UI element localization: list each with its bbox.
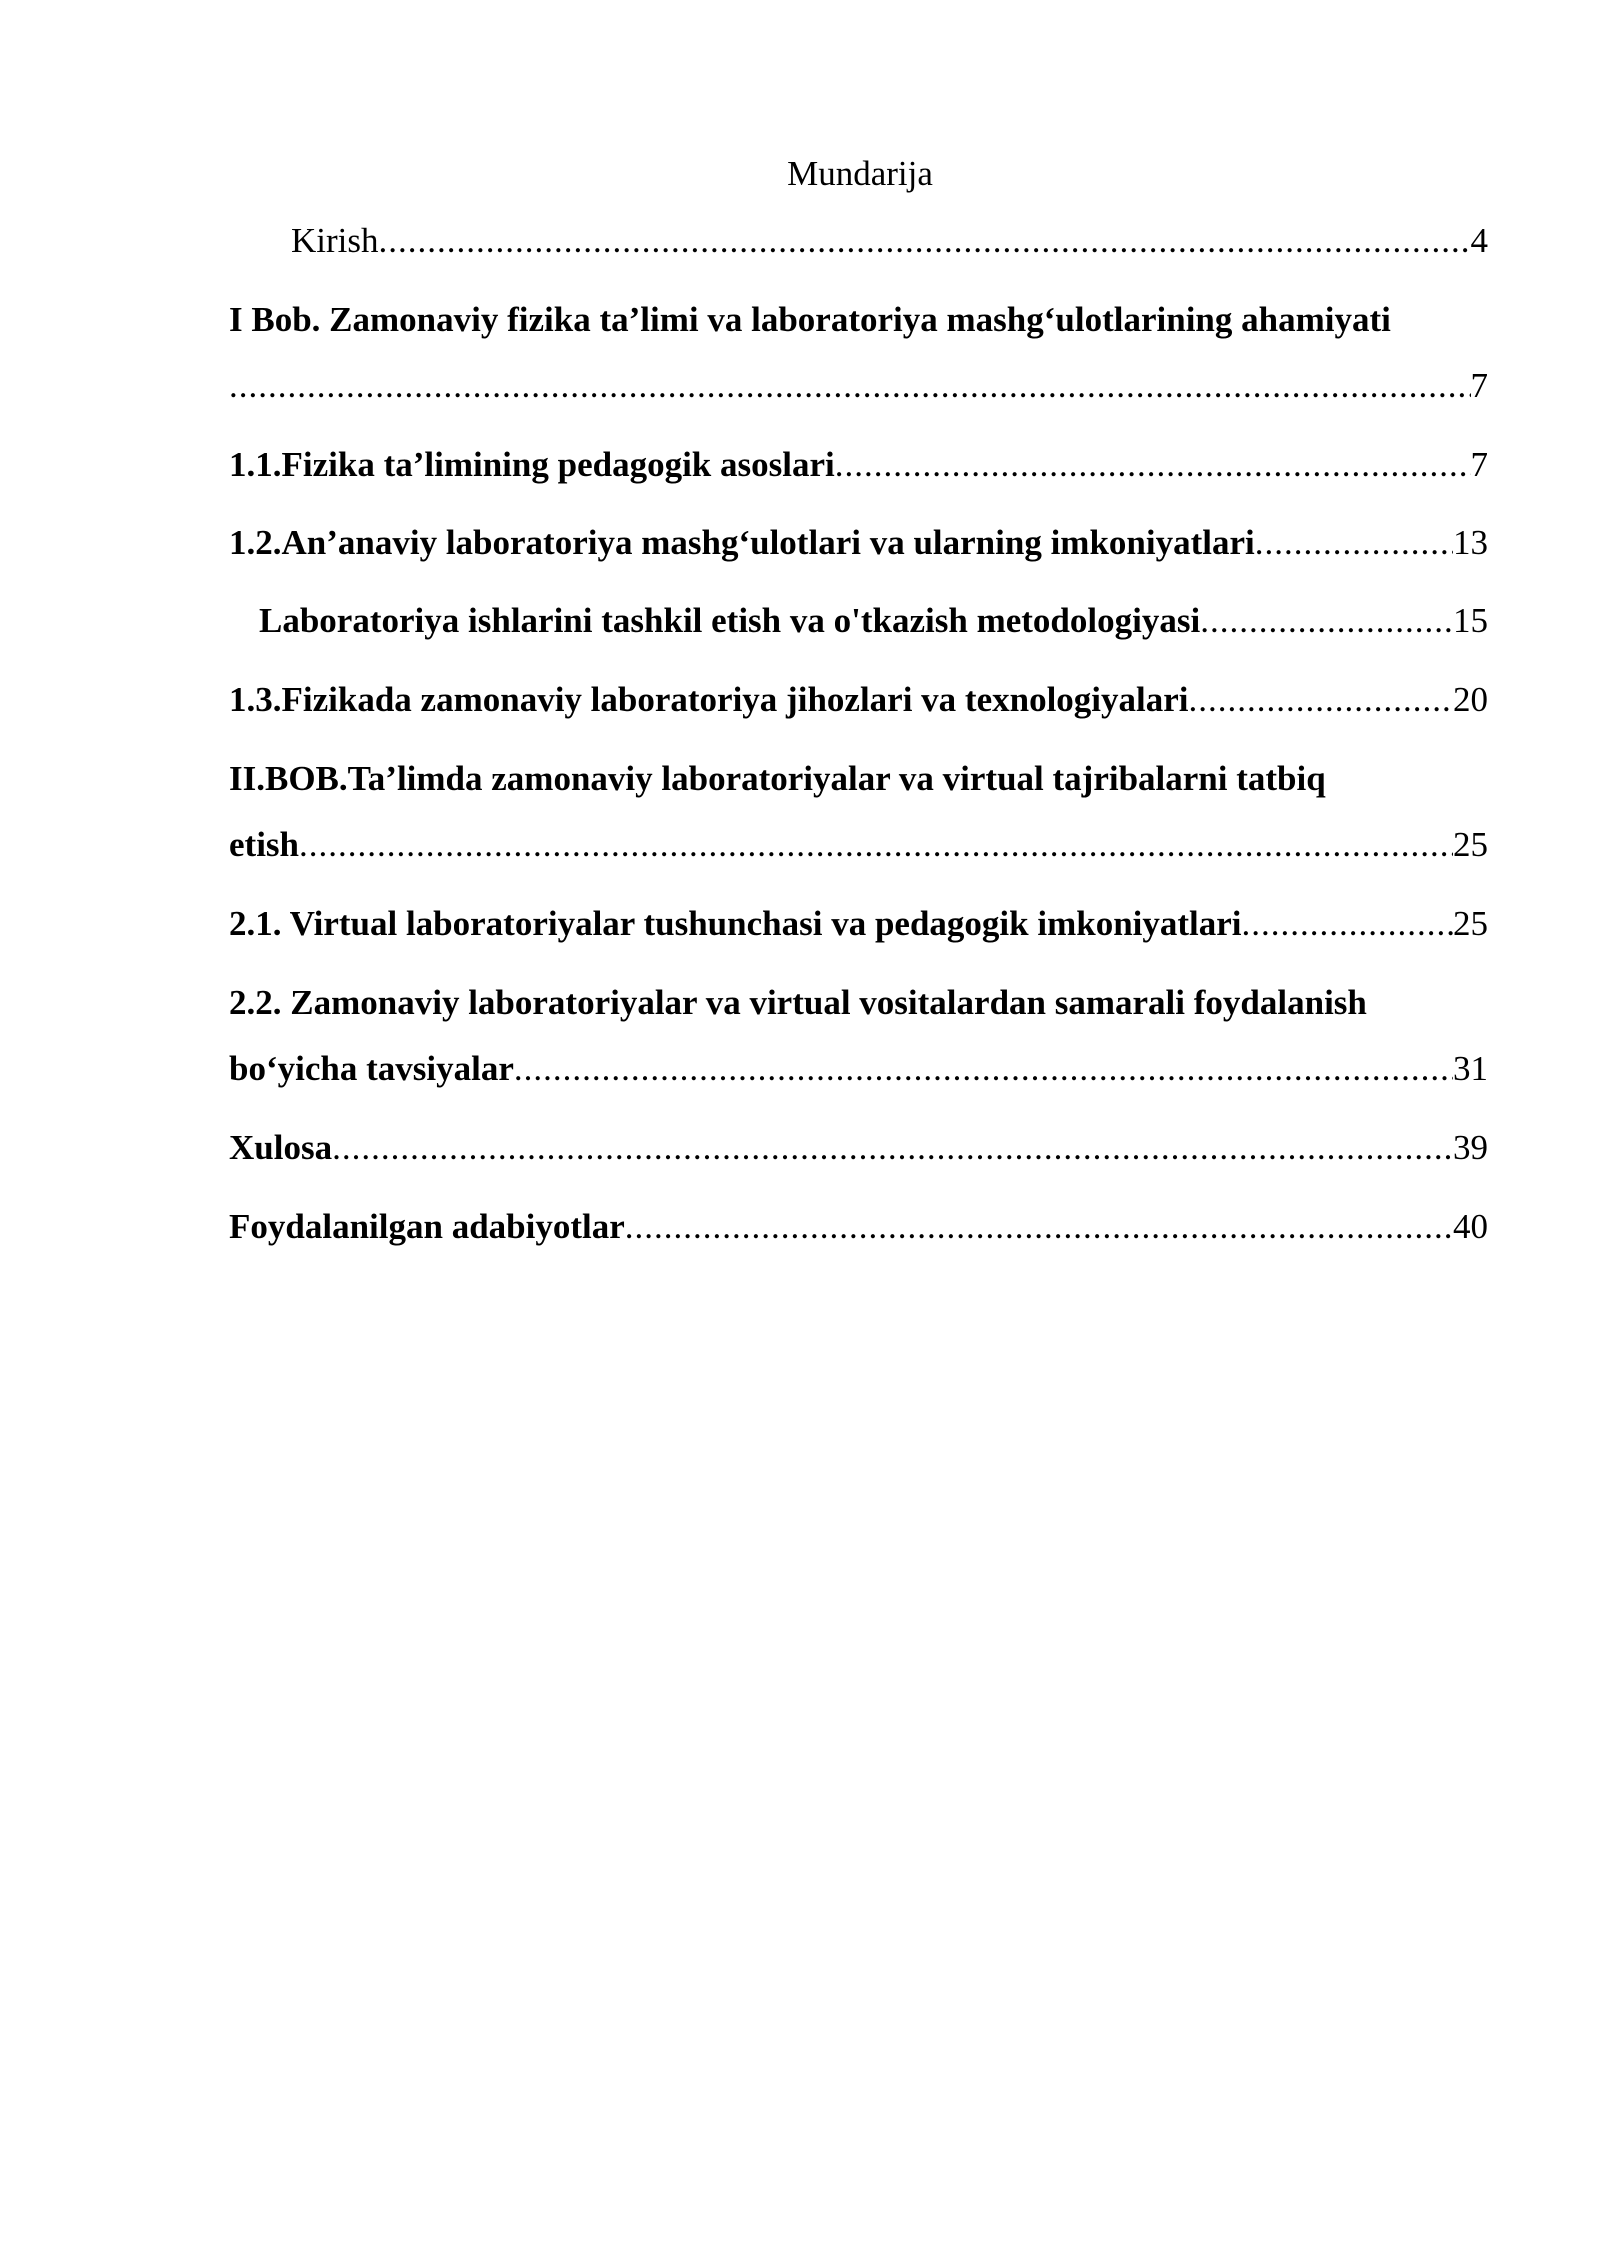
toc-page-number: 31 xyxy=(1453,1049,1488,1088)
toc-entry-label: Foydalanilgan adabiyotlar xyxy=(229,1207,625,1246)
toc-entry-kirish[interactable] xyxy=(229,219,1488,263)
toc-entry-2-2[interactable] xyxy=(229,981,1488,1091)
toc-entry-label-line1: I Bob. Zamonaviy fizika ta’limi va laboratoriya mashg‘ulotlarining ahamiyati xyxy=(229,300,1391,339)
toc-page-number: 4 xyxy=(1470,221,1488,260)
toc-entry-1-1[interactable] xyxy=(229,443,1488,487)
toc-entry-label-line1: 2.2. Zamonaviy laboratoriyalar va virtual vositalardan samarali foydalanish xyxy=(229,983,1367,1022)
toc-page-number: 7 xyxy=(1470,445,1488,484)
toc-page-number: 25 xyxy=(1453,825,1488,864)
toc-entry-label: 1.2.An’anaviy laboratoriya mashg‘ulotlari va ularning imkoniyatlari xyxy=(229,523,1255,562)
toc-entry-chapter-2[interactable] xyxy=(229,757,1488,867)
toc-entry-label: 2.1. Virtual laboratoriyalar tushunchasi va pedagogik imkoniyatlari xyxy=(229,904,1242,943)
toc-entry-chapter-1[interactable] xyxy=(229,298,1488,408)
toc-entry-1-3[interactable] xyxy=(229,678,1488,722)
toc-entry-1-2-sub[interactable] xyxy=(229,599,1488,643)
toc-leader-dots xyxy=(332,1126,1453,1170)
toc-entry-label-line1: II.BOB.Ta’limda zamonaviy laboratoriyalar va virtual tajribalarni tatbiq xyxy=(229,759,1326,798)
toc-page-number: 15 xyxy=(1453,601,1488,640)
toc-entry-xulosa[interactable] xyxy=(229,1126,1488,1170)
toc-page-number: 20 xyxy=(1453,680,1488,719)
toc-leader-dots xyxy=(625,1205,1453,1249)
toc-leader-dots xyxy=(1189,678,1453,722)
toc-leader-dots xyxy=(299,823,1453,867)
toc-entry-label: Laboratoriya ishlarini tashkil etish va o'tkazish metodologiyasi xyxy=(259,601,1201,640)
toc-entry-label: etish xyxy=(229,825,299,864)
toc-leader-dots xyxy=(229,364,1471,408)
toc-leader-dots xyxy=(379,219,1471,263)
toc-entry-2-1[interactable] xyxy=(229,902,1488,946)
toc-leader-dots xyxy=(514,1047,1453,1091)
toc-entry-references[interactable] xyxy=(229,1205,1488,1249)
toc-leader-dots xyxy=(1255,521,1453,565)
toc-entry-label: Kirish xyxy=(291,221,379,260)
toc-leader-dots xyxy=(835,443,1471,487)
toc-page-number: 7 xyxy=(1470,366,1488,405)
toc-leader-dots xyxy=(1200,599,1453,643)
toc-page-number: 40 xyxy=(1453,1207,1488,1246)
toc-page-number: 39 xyxy=(1453,1128,1488,1167)
toc-entry-label: 1.1.Fizika ta’limining pedagogik asoslari xyxy=(229,445,835,484)
toc-entry-1-2[interactable] xyxy=(229,521,1488,565)
toc-page-number: 25 xyxy=(1453,904,1488,943)
toc-title: Mundarija xyxy=(787,154,933,193)
toc-leader-dots xyxy=(1242,902,1453,946)
toc-entry-label: bo‘yicha tavsiyalar xyxy=(229,1049,514,1088)
toc-entry-label: 1.3.Fizikada zamonaviy laboratoriya jihozlari va texnologiyalari xyxy=(229,680,1189,719)
toc-entry-label: Xulosa xyxy=(229,1128,333,1167)
toc-page-number: 13 xyxy=(1453,523,1488,562)
